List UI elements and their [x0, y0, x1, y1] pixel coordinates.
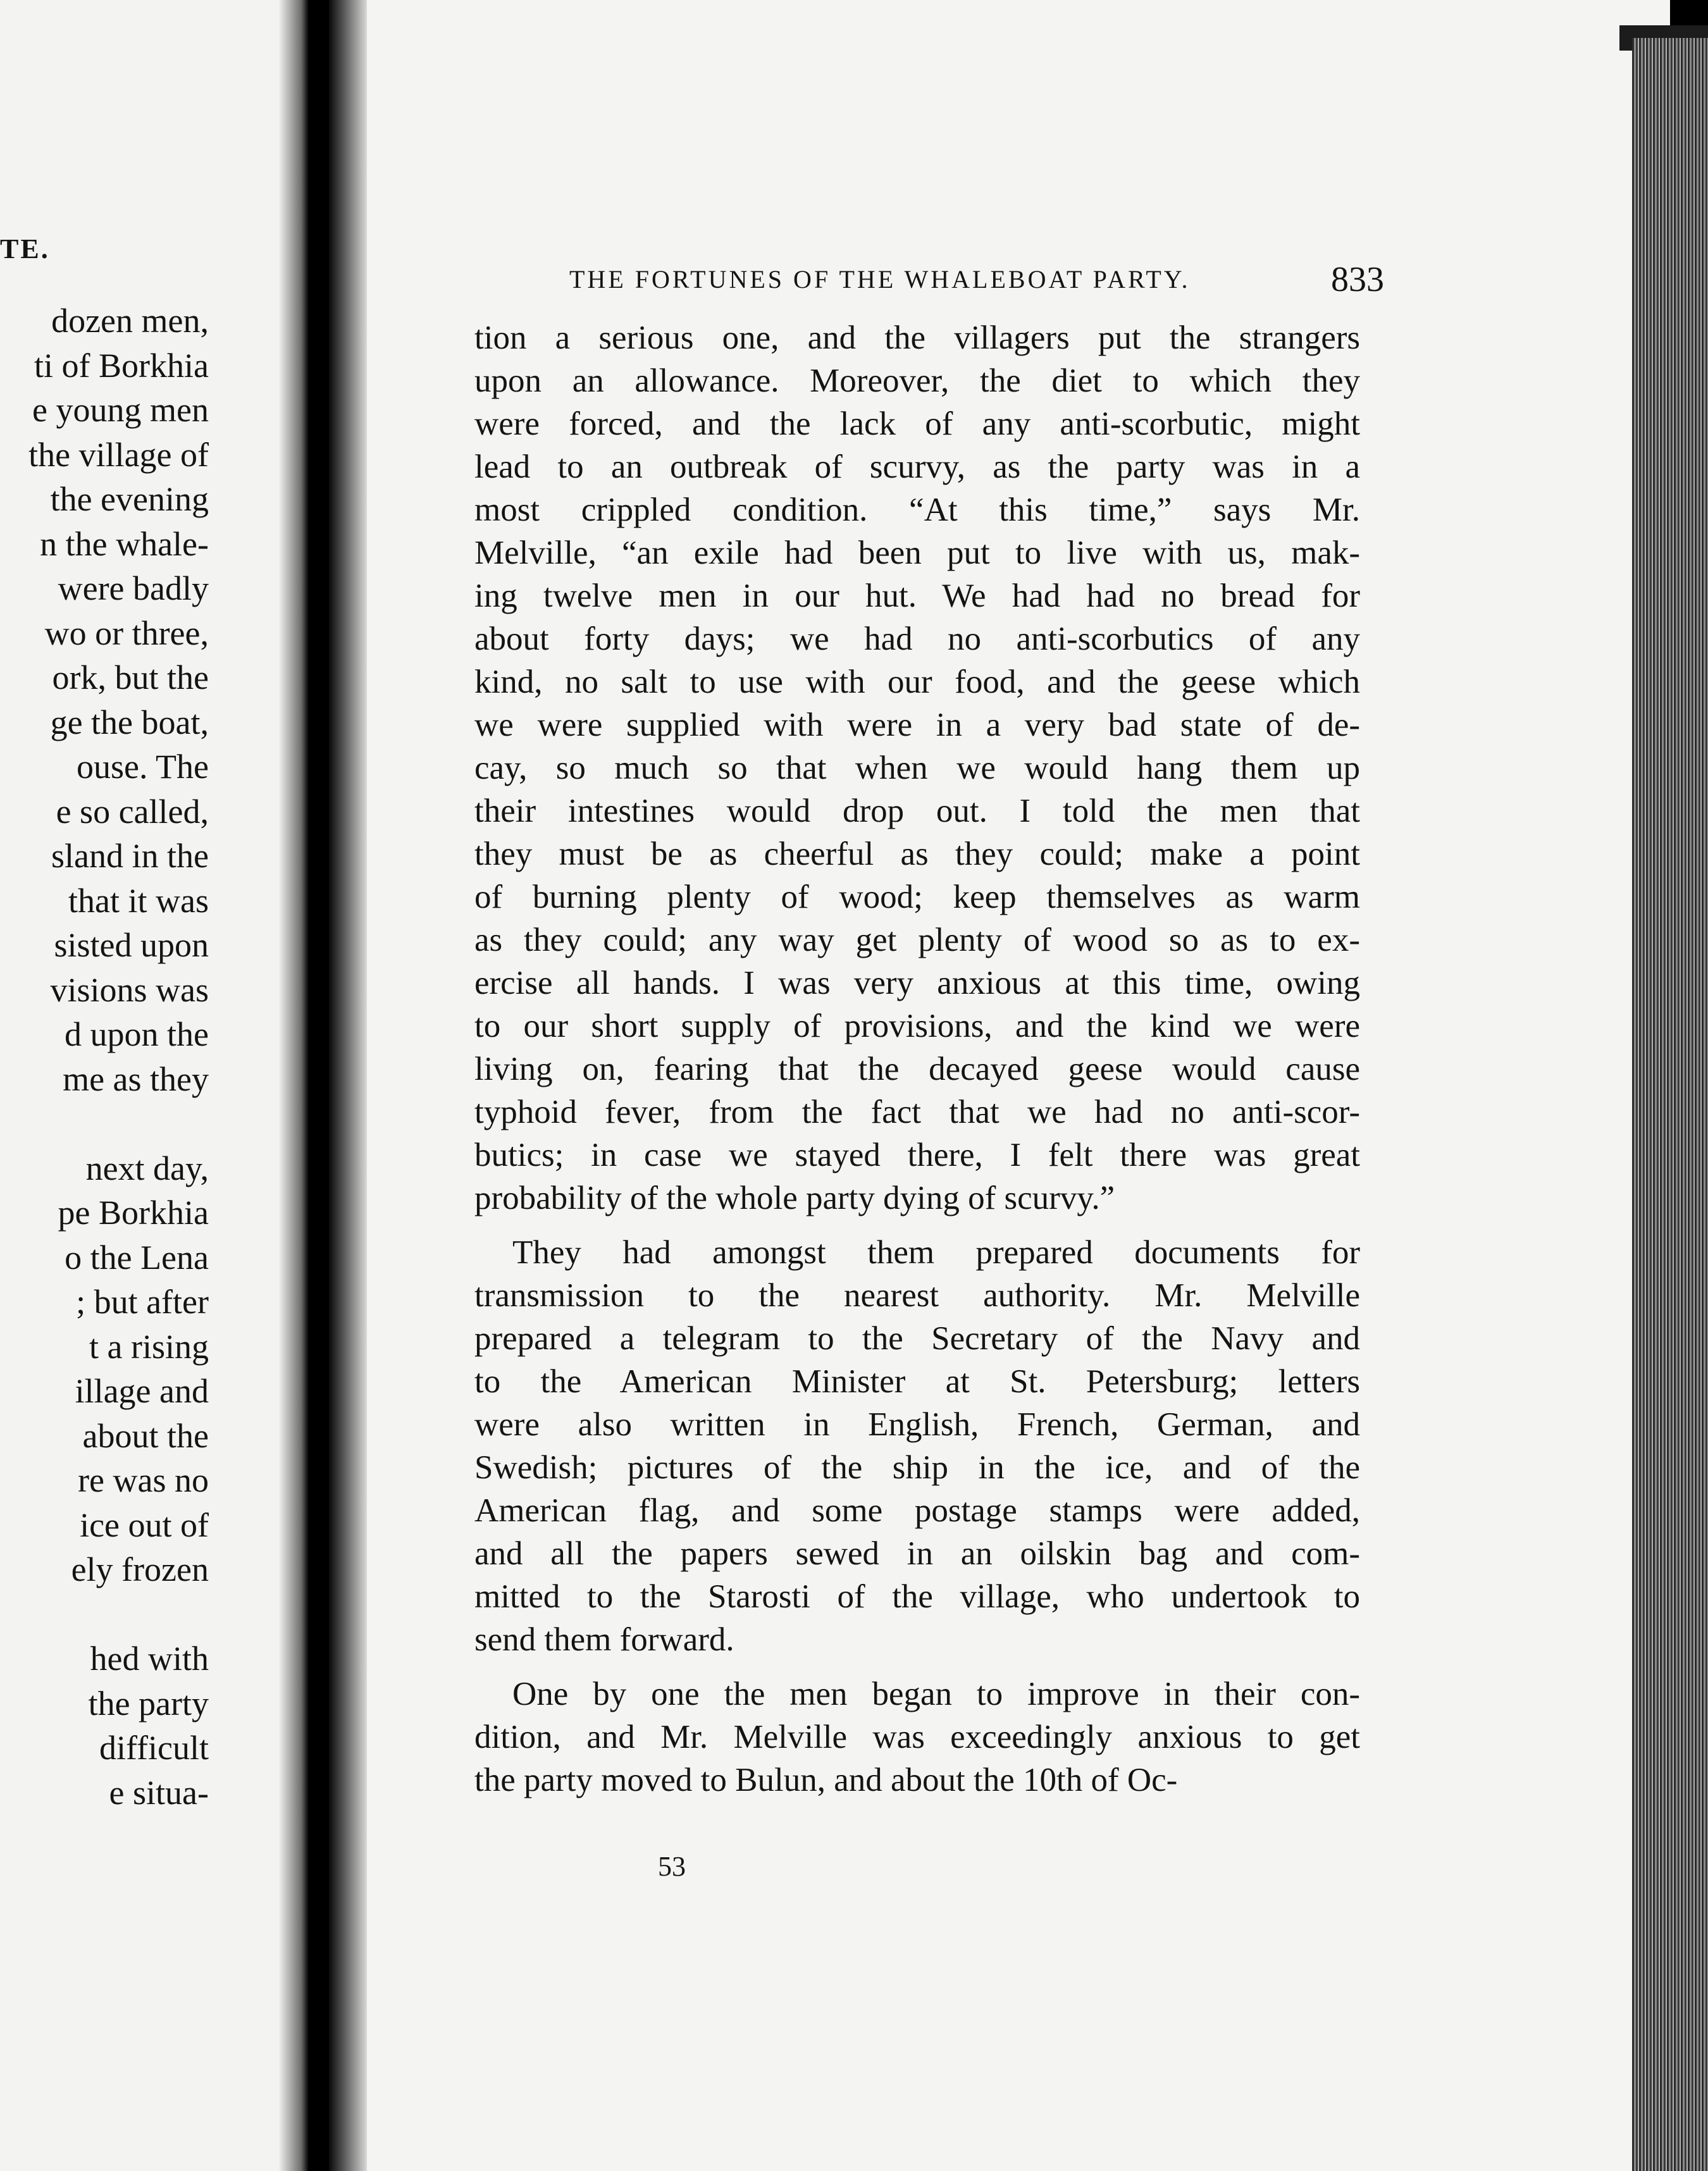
text-line: of burning plenty of wood; keep themselves as warm	[474, 879, 1360, 915]
text-line: were forced, and the lack of any anti-scorbutic, might	[474, 405, 1360, 442]
left-page-line: ice out of	[80, 1506, 209, 1544]
text-line: send them forward.	[474, 1621, 734, 1658]
text-line: Melville, “an exile had been put to live with us, mak-	[474, 535, 1360, 571]
text-line: living on, fearing that the decayed geese would cause	[474, 1051, 1360, 1087]
text-line: prepared a telegram to the Secretary of the Navy and	[474, 1320, 1360, 1357]
text-line: upon an allowance. Moreover, the diet to which they	[474, 362, 1360, 399]
left-page-line: ; but after	[76, 1283, 209, 1321]
left-page-line: next day,	[85, 1149, 209, 1187]
text-line: ercise all hands. I was very anxious at this time, owing	[474, 965, 1360, 1001]
text-line: They had amongst them prepared documents for	[512, 1234, 1360, 1271]
left-page-line: re was no	[78, 1461, 209, 1499]
left-page-line: difficult	[99, 1729, 209, 1767]
text-line: ing twelve men in our hut. We had had no bread for	[474, 578, 1360, 614]
left-page-line: me as they	[63, 1060, 209, 1098]
left-page-line: hed with	[90, 1640, 209, 1678]
page-fold-shadow	[329, 0, 367, 2171]
page-edges	[1632, 38, 1708, 2171]
body-text	[474, 316, 1360, 1802]
left-page-line: visions was	[50, 970, 209, 1009]
left-page-line: the party	[88, 1684, 209, 1723]
left-page-line: pe Borkhia	[58, 1194, 209, 1232]
left-page-line: d upon the	[65, 1015, 209, 1053]
text-line: tion a serious one, and the villagers put the strangers	[474, 319, 1360, 356]
text-line: they must be as cheerful as they could; make a point	[474, 836, 1360, 872]
left-page-line: e situa-	[109, 1773, 209, 1812]
left-page-line: ouse. The	[77, 748, 209, 786]
text-line: as they could; any way get plenty of wood so as to ex-	[474, 922, 1360, 958]
text-line: mitted to the Starosti of the village, who undertook to	[474, 1578, 1360, 1615]
text-line: the party moved to Bulun, and about the 10th of Oc-	[474, 1762, 1178, 1798]
text-line: their intestines would drop out. I told the men that	[474, 793, 1360, 829]
left-page-line: e young men	[32, 391, 209, 429]
left-page-line: wo or three,	[44, 614, 209, 652]
book-gutter	[278, 0, 329, 2171]
text-line: Swedish; pictures of the ship in the ice, and of the	[474, 1449, 1360, 1486]
signature-mark: 53	[658, 1851, 686, 1882]
left-page-line: ork, but the	[52, 659, 209, 696]
left-page-line: sland in the	[51, 837, 209, 875]
left-page-line: about the	[82, 1416, 209, 1455]
text-line: lead to an outbreak of scurvy, as the party was in a	[474, 448, 1360, 485]
text-line: probability of the whole party dying of scurvy.”	[474, 1180, 1115, 1216]
left-page-line: t a rising	[89, 1327, 209, 1366]
text-line: to our short supply of provisions, and the kind we were	[474, 1008, 1360, 1044]
left-page-line: dozen men,	[51, 302, 209, 340]
running-head: THE FORTUNES OF THE WHALEBOAT PARTY.	[569, 265, 1191, 294]
left-page-line: ti of Borkhia	[34, 346, 209, 385]
paragraph-1	[474, 316, 1360, 1220]
text-line: butics; in case we stayed there, I felt there was great	[474, 1137, 1360, 1173]
page-number: 833	[1331, 260, 1384, 299]
left-running-head: TE.	[0, 233, 50, 264]
text-line: were also written in English, French, German, and	[474, 1406, 1360, 1443]
left-page-line: were badly	[58, 569, 209, 607]
paragraph-2	[474, 1231, 1360, 1661]
text-line: to the American Minister at St. Petersburg; letters	[474, 1363, 1360, 1400]
text-line: and all the papers sewed in an oilskin bag and com-	[474, 1535, 1360, 1572]
left-page-line: e so called,	[56, 792, 209, 831]
left-page-line: ely frozen	[71, 1550, 209, 1588]
left-page-line: sisted upon	[54, 926, 209, 964]
text-line: typhoid fever, from the fact that we had no anti-scor-	[474, 1094, 1360, 1130]
left-page-line: the evening	[50, 480, 209, 518]
text-line: kind, no salt to use with our food, and the geese which	[474, 664, 1360, 700]
text-line: American flag, and some postage stamps were added,	[474, 1492, 1360, 1529]
left-page-line: ge the boat,	[50, 703, 209, 741]
left-page-line: that it was	[68, 881, 209, 920]
text-line: about forty days; we had no anti-scorbutics of any	[474, 621, 1360, 657]
left-page-line: illage and	[75, 1372, 209, 1410]
text-line: transmission to the nearest authority. Mr. Melville	[474, 1277, 1360, 1314]
left-page-line: the village of	[28, 435, 209, 474]
text-line: most crippled condition. “At this time,” says Mr.	[474, 492, 1360, 528]
text-line: dition, and Mr. Melville was exceedingly anxious to get	[474, 1719, 1360, 1755]
left-page-line: n the whale-	[40, 524, 209, 563]
text-line: cay, so much so that when we would hang them up	[474, 750, 1360, 786]
paragraph-3	[474, 1673, 1360, 1802]
text-line: we were supplied with were in a very bad state of de-	[474, 707, 1360, 743]
left-page-line: o the Lena	[65, 1238, 209, 1277]
text-line: One by one the men began to improve in their con-	[512, 1676, 1360, 1712]
